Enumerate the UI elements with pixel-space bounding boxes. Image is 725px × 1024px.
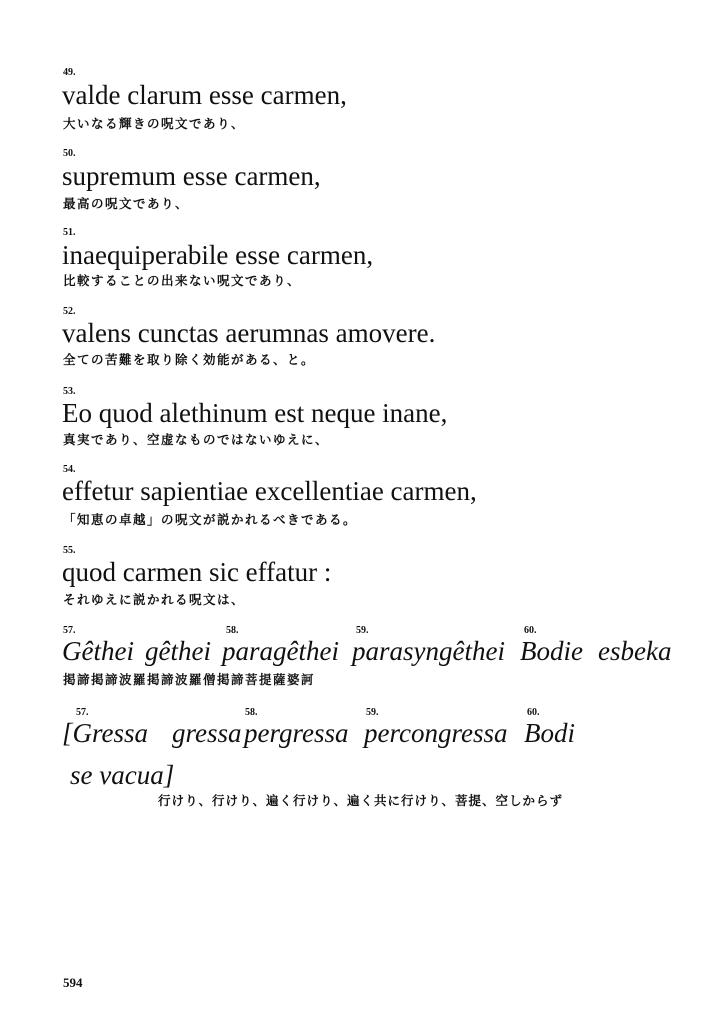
mantra1-word-5: Bodie <box>520 636 583 666</box>
mantra2-japanese: 行けり、行けり、遍く行けり、遍く共に行けり、菩提、空しからず <box>158 793 564 808</box>
mantra1-word-2: gêthei <box>145 636 211 666</box>
latin-line-49: valde clarum esse carmen, <box>62 80 347 110</box>
japanese-line-50: 最高の呪文であり、 <box>63 196 190 211</box>
japanese-line-49: 大いなる輝きの呪文であり、 <box>63 116 246 131</box>
mantra2-word-1: [Gressa <box>62 718 149 748</box>
mantra1-number-60: 60. <box>524 625 537 636</box>
mantra2-number-58: 58. <box>245 707 258 718</box>
latin-line-54: effetur sapientiae excellentiae carmen, <box>62 476 477 506</box>
verse-number-55: 55. <box>63 545 76 556</box>
verse-number-53: 53. <box>63 386 76 397</box>
latin-line-51: inaequiperabile esse carmen, <box>62 240 374 270</box>
mantra1-word-3: paragêthei <box>222 636 339 666</box>
mantra1-number-57: 57. <box>63 625 76 636</box>
mantra2-word-5: Bodi <box>524 718 575 748</box>
japanese-line-54: 「知恵の卓越」の呪文が説かれるべきである。 <box>63 512 358 527</box>
japanese-line-52: 全ての苦難を取り除く効能がある、と。 <box>63 352 316 367</box>
verse-number-49: 49. <box>63 67 76 78</box>
mantra1-word-6: esbeka <box>598 636 672 666</box>
latin-line-50: supremum esse carmen, <box>62 161 321 191</box>
latin-line-52: valens cunctas aerumnas amovere. <box>62 318 436 348</box>
mantra2-word-3: pergressa <box>244 718 349 748</box>
mantra2-word-4: percongressa <box>364 718 508 748</box>
mantra2-number-60: 60. <box>527 707 540 718</box>
japanese-line-51: 比較することの出来ない呪文であり、 <box>63 273 302 288</box>
verse-number-52: 52. <box>63 306 76 317</box>
latin-line-55: quod carmen sic effatur : <box>62 557 332 587</box>
mantra2-line-2: se vacua] <box>70 760 175 790</box>
page-number: 594 <box>63 975 83 990</box>
japanese-line-53: 真実であり、空虚なものではないゆえに、 <box>63 432 330 447</box>
japanese-line-55: それゆえに説かれる呪文は、 <box>63 592 246 607</box>
mantra1-word-1: Gêthei <box>62 636 134 666</box>
verse-number-50: 50. <box>63 148 76 159</box>
verse-number-51: 51. <box>63 227 76 238</box>
verse-number-54: 54. <box>63 464 76 475</box>
mantra1-number-59: 59. <box>356 625 369 636</box>
mantra1-word-4: parasyngêthei <box>352 636 505 666</box>
mantra1-japanese: 掲諦掲諦波羅掲諦波羅僧掲諦菩提薩婆訶 <box>63 672 316 687</box>
mantra1-number-58: 58. <box>226 625 239 636</box>
latin-line-53: Eo quod alethinum est neque inane, <box>62 398 448 428</box>
mantra2-number-57: 57. <box>76 707 89 718</box>
mantra2-word-2: gressa <box>172 718 242 748</box>
mantra2-number-59: 59. <box>366 707 379 718</box>
